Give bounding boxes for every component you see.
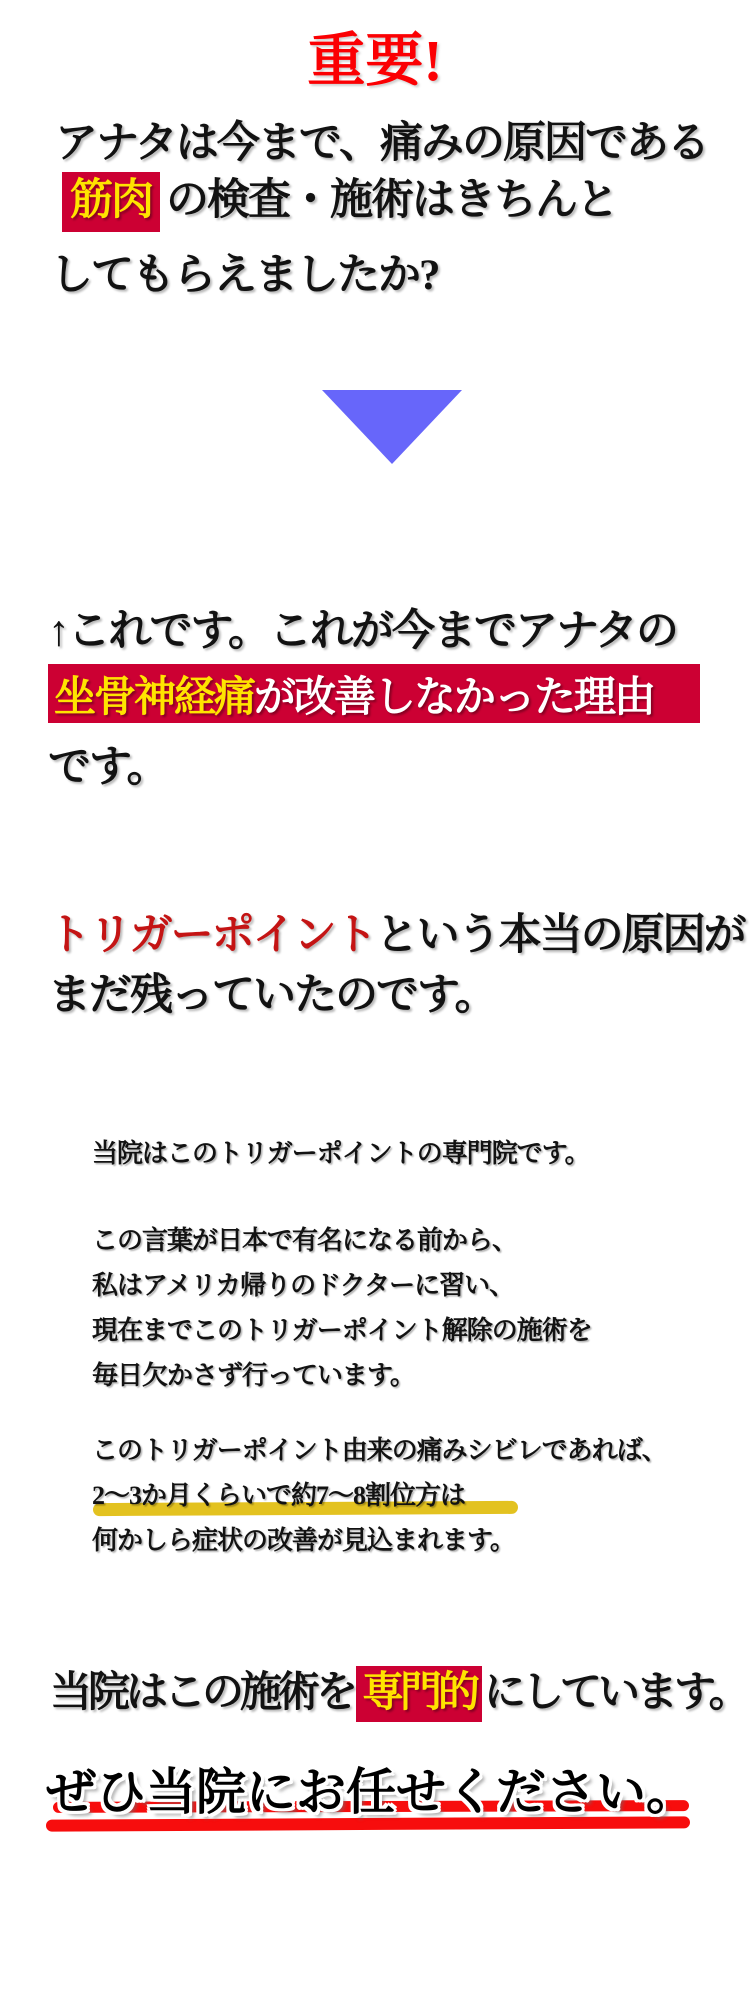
detail-paragraph-2-line-1: この言葉が日本で有名になる前から、: [92, 1226, 518, 1255]
detail-paragraph-3-line-1: このトリガーポイント由来の痛みシビレであれば、: [92, 1436, 667, 1465]
trigger-point-highlight: トリガーポイント: [48, 912, 376, 959]
muscle-highlight: 筋肉: [62, 172, 160, 232]
trigger-point-line-1: [48, 910, 745, 962]
specialty-highlight: 専門的: [356, 1666, 482, 1722]
question-line-2-rest: の検査・施術はきちんと: [166, 177, 617, 224]
important-heading: 重要!: [307, 28, 443, 93]
detail-paragraph-2-line-3: 現在までこのトリガーポイント解除の施術を: [92, 1316, 592, 1345]
cta-heading: ぜひ当院にお任せください。: [46, 1764, 696, 1820]
sciatica-bar-rest: が改善しなかった理由: [254, 674, 655, 721]
reason-line-3: です。: [48, 744, 168, 791]
detail-paragraph-2-line-4: 毎日欠かさず行っています。: [92, 1361, 415, 1390]
sciatica-highlight-text: 坐骨神経痛: [54, 674, 255, 721]
question-line-2: [62, 172, 617, 232]
sciatica-highlight-bar: [48, 664, 700, 723]
trigger-point-line-1-rest: という本当の原因が: [375, 912, 745, 959]
down-arrow-icon: [322, 390, 462, 464]
closing-line: [50, 1666, 747, 1722]
detail-paragraph-2-line-2: 私はアメリカ帰りのドクターに習い、: [92, 1271, 515, 1300]
detail-paragraph-3-line-2: 2〜3か月くらいで約7〜8割位方は: [92, 1481, 466, 1510]
detail-paragraph-1: 当院はこのトリガーポイントの専門院です。: [92, 1139, 590, 1168]
closing-line-post: にしています。: [484, 1670, 747, 1716]
closing-line-pre: 当院はこの施術を: [50, 1670, 355, 1716]
reason-line-1: ↑これです。これが今までアナタの: [48, 608, 677, 655]
detail-paragraph-3-line-3: 何かしら症状の改善が見込まれます。: [92, 1526, 515, 1555]
trigger-point-line-2: まだ残っていたのです。: [48, 972, 496, 1019]
question-line-3: してもらえましたか?: [50, 252, 439, 299]
question-line-1: アナタは今まで、痛みの原因である: [55, 120, 708, 167]
